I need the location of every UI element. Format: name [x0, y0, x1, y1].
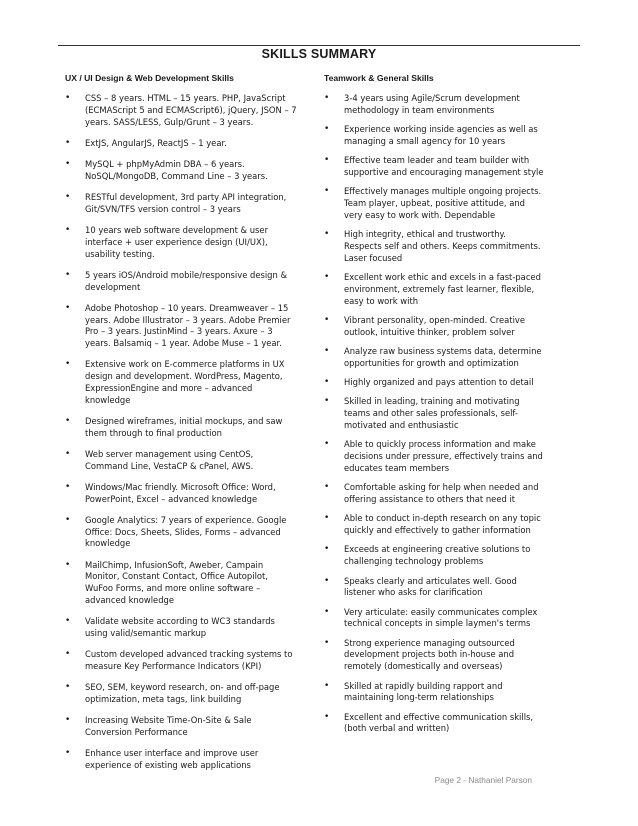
list-item: • Effective team leader and team builder with supportive and encouraging management style	[324, 155, 546, 179]
list-item: • MailChimp, InfusionSoft, Aweber, Campain Monitor, Constant Contact, Office Autopilot, WuFoo Forms, and more online software – advanced knowledge	[65, 560, 297, 607]
list-item: • Exceeds at engineering creative solutions to challenging technology problems	[324, 544, 546, 568]
list-item: • Google Analytics: 7 years of experience. Google Office: Docs, Sheets, Slides, Forms – advanced knowledge	[65, 515, 297, 550]
list-item: • Windows/Mac friendly. Microsoft Office: Word, PowerPoint, Excel – advanced knowledge	[65, 482, 297, 506]
list-item: • Analyze raw business systems data, determine opportunities for growth and optimization	[324, 346, 546, 370]
list-item: • Speaks clearly and articulates well. Good listener who asks for clarification	[324, 576, 546, 600]
list-item: • Adobe Photoshop – 10 years. Dreamweaver – 15 years. Adobe Illustrator – 3 years. Adobe Premier Pro – 3 years. JustinMind – 3 years. Axure – 3 years. Balsamiq – 1 year. Adobe Muse – 1 year.	[65, 303, 297, 350]
list-item: • Increasing Website Time-On-Site & Sale Conversion Performance	[65, 715, 297, 739]
list-item: • 3-4 years using Agile/Scrum development methodology in team environments	[324, 93, 546, 117]
list-item: • Skilled in leading, training and motivating teams and other sales professionals, self-motivated and enthusiastic	[324, 396, 546, 431]
list-item: • Excellent and effective communication skills, (both verbal and written)	[324, 712, 546, 736]
list-item: • Very articulate: easily communicates complex technical concepts in simple laymen's terms	[324, 607, 546, 631]
list-item: • RESTful development, 3rd party API integration, Git/SVN/TFS version control – 3 years	[65, 192, 297, 216]
header-rule	[58, 45, 580, 46]
list-item: • CSS – 8 years. HTML – 15 years. PHP, JavaScript (ECMAScript 5 and ECMAScript6), jQuery, JSON – 7 years. SASS/LESS, Gulp/Grunt – 3 years.	[65, 93, 297, 128]
list-item: • Able to conduct in-depth research on any topic quickly and effectively to gather information	[324, 513, 546, 537]
list-item: • 5 years iOS/Android mobile/responsive design & development	[65, 270, 297, 294]
list-item: • Extensive work on E-commerce platforms in UX design and development. WordPress, Magento, ExpressionEngine and more – advanced knowledge	[65, 359, 297, 406]
teamwork-skills-column	[324, 73, 546, 743]
list-item: • 10 years web software development & user interface + user experience design (UI/UX), usability testing.	[65, 225, 297, 260]
list-item: • Validate website according to WC3 standards using valid/semantic markup	[65, 616, 297, 640]
list-item: • Custom developed advanced tracking systems to measure Key Performance Indicators (KPI)	[65, 649, 297, 673]
list-item: • Highly organized and pays attention to detail	[324, 377, 546, 389]
page-footer: Page 2 - Nathaniel Parson	[434, 775, 532, 785]
teamwork-skills-heading: Teamwork & General Skills	[324, 73, 434, 83]
list-item: • SEO, SEM, keyword research, on- and off-page optimization, meta tags, link building	[65, 682, 297, 706]
list-item: • Enhance user interface and improve user experience of existing web applications	[65, 748, 297, 772]
list-item: • Vibrant personality, open-minded. Creative outlook, intuitive thinker, problem solver	[324, 315, 546, 339]
ux-skills-heading: UX / UI Design & Web Development Skills	[65, 73, 234, 83]
list-item: • Excellent work ethic and excels in a fast-paced environment, extremely fast learner, flexible, easy to work with	[324, 272, 546, 307]
list-item: • Experience working inside agencies as well as managing a small agency for 10 years	[324, 124, 546, 148]
list-item: • Effectively manages multiple ongoing projects. Team player, upbeat, positive attitude, and very easy to work with. Dependable	[324, 186, 546, 221]
list-item: • Web server management using CentOS, Command Line, VestaCP & cPanel, AWS.	[65, 449, 297, 473]
list-item: • Skilled at rapidly building rapport and maintaining long-term relationships	[324, 681, 546, 705]
list-item: • Strong experience managing outsourced development projects both in-house and remotely (domestically and overseas)	[324, 638, 546, 673]
list-item: • Comfortable asking for help when needed and offering assistance to others that need it	[324, 482, 546, 506]
teamwork-skills-list	[324, 93, 546, 735]
ux-skills-list	[65, 93, 297, 772]
list-item: • Designed wireframes, initial mockups, and saw them through to final production	[65, 416, 297, 440]
ux-skills-column	[65, 73, 297, 781]
list-item: • ExtJS, AngularJS, ReactJS – 1 year.	[65, 138, 297, 150]
list-item: • High integrity, ethical and trustworthy. Respects self and others. Keeps commitments. Laser focused	[324, 229, 546, 264]
list-item: • MySQL + phpMyAdmin DBA – 6 years. NoSQL/MongoDB, Command Line – 3 years.	[65, 159, 297, 183]
page-title: SKILLS SUMMARY	[261, 47, 377, 61]
list-item: • Able to quickly process information and make decisions under pressure, effectively trains and educates team members	[324, 439, 546, 474]
